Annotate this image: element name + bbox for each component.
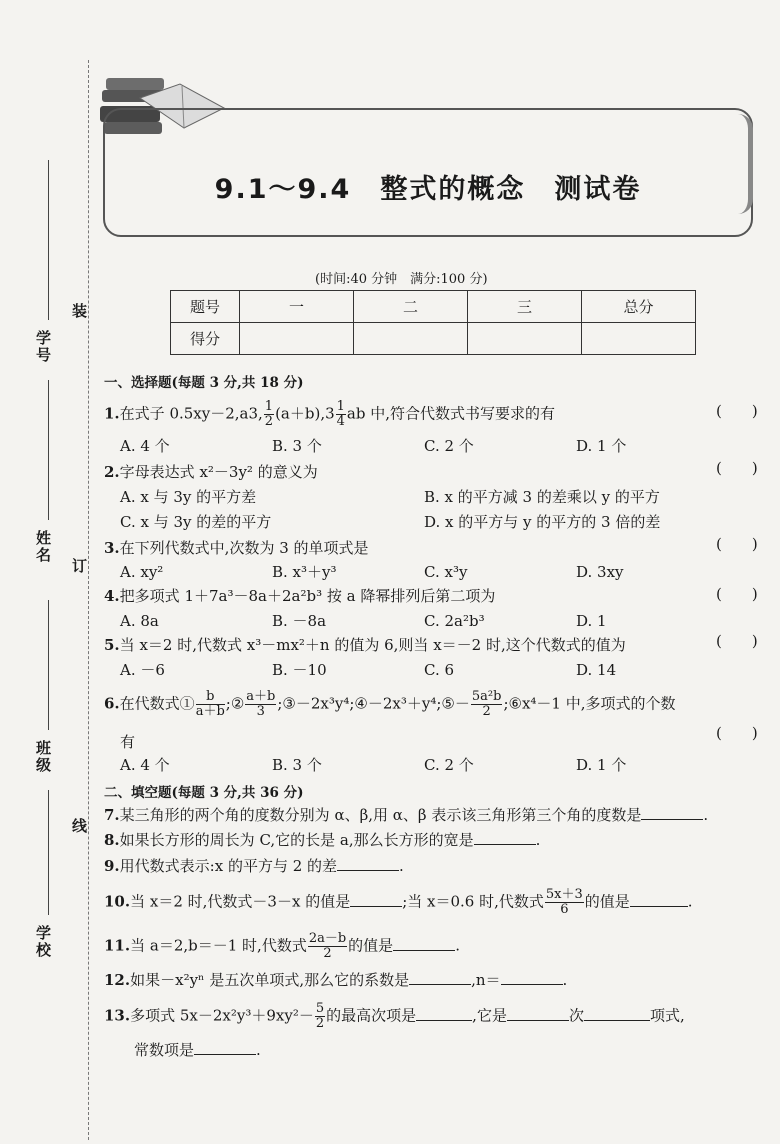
question-text: 在下列代数式中,次数为 3 的单项式是 bbox=[119, 539, 369, 557]
table-cell: 一 bbox=[240, 291, 354, 323]
option-d[interactable]: D. 1 bbox=[576, 612, 607, 630]
question-text: . bbox=[562, 971, 568, 989]
answer-parentheses[interactable]: ( ) bbox=[716, 632, 758, 650]
score-cell[interactable] bbox=[240, 323, 354, 355]
section-heading: 一、选择题(每题 3 分,共 18 分) bbox=[104, 375, 304, 391]
binding-char-2: 订 bbox=[72, 557, 88, 575]
fraction-numerator: 1 bbox=[264, 399, 274, 414]
question-number: 1. bbox=[104, 404, 120, 423]
option-d[interactable]: D. x 的平方与 y 的平方的 3 倍的差 bbox=[424, 513, 661, 531]
answer-blank[interactable] bbox=[641, 805, 703, 820]
question-text: 当 a＝2,b＝－1 时,代数式 bbox=[130, 936, 307, 955]
option-a[interactable]: A. 8a bbox=[120, 612, 159, 630]
student-no-field[interactable] bbox=[48, 160, 49, 320]
question-text: 多项式 5x－2x²y³＋9xy²－ bbox=[130, 1006, 314, 1025]
fraction bbox=[308, 932, 347, 961]
question-text: 字母表达式 x²－3y² 的意义为 bbox=[119, 463, 318, 481]
option-c[interactable]: C. 6 bbox=[424, 661, 455, 679]
question-11 bbox=[104, 932, 460, 961]
section-heading: 二、填空题(每题 3 分,共 36 分) bbox=[104, 785, 304, 801]
answer-parentheses[interactable]: ( ) bbox=[716, 535, 758, 553]
question-text: . bbox=[535, 831, 541, 849]
answer-blank[interactable] bbox=[630, 892, 688, 907]
question-number: 6. bbox=[104, 694, 120, 713]
score-cell[interactable] bbox=[354, 323, 468, 355]
answer-blank[interactable] bbox=[584, 1006, 650, 1021]
option-c[interactable]: C. 2 个 bbox=[424, 437, 474, 455]
question-5 bbox=[104, 635, 626, 655]
answer-parentheses[interactable]: ( ) bbox=[716, 402, 758, 420]
fraction bbox=[545, 888, 584, 917]
fraction-denominator: 3 bbox=[256, 704, 265, 719]
option-c[interactable]: C. 2a²b³ bbox=[424, 612, 485, 630]
fraction-denominator: 6 bbox=[560, 902, 569, 917]
question-text: 的值是 bbox=[584, 892, 630, 911]
answer-blank[interactable] bbox=[350, 892, 402, 907]
question-text: 在式子 0.5xy－2,a3, bbox=[119, 404, 263, 423]
option-a[interactable]: A. 4 个 bbox=[120, 756, 170, 774]
question-6 bbox=[104, 690, 676, 719]
score-table bbox=[170, 290, 696, 355]
question-3 bbox=[104, 538, 369, 558]
school-field[interactable] bbox=[48, 790, 49, 915]
fraction-numerator: 2a－b bbox=[308, 931, 347, 946]
option-b[interactable]: B. x 的平方减 3 的差乘以 y 的平方 bbox=[424, 488, 660, 506]
fraction bbox=[315, 1002, 325, 1031]
question-text: . bbox=[687, 892, 693, 911]
question-13 bbox=[104, 1002, 685, 1031]
option-b[interactable]: B. 3 个 bbox=[272, 756, 322, 774]
table-row bbox=[171, 323, 696, 355]
option-a[interactable]: A. 4 个 bbox=[120, 437, 170, 455]
question-text: 的值是 bbox=[348, 936, 394, 955]
fraction bbox=[245, 690, 276, 719]
option-b[interactable]: B. －10 bbox=[272, 661, 327, 679]
fraction-numerator: a＋b bbox=[246, 689, 276, 704]
fraction bbox=[196, 690, 225, 719]
question-text: ,n＝ bbox=[471, 971, 501, 989]
question-text: ;③－2x³y⁴;④－2x³＋y⁴;⑤－ bbox=[277, 694, 470, 713]
question-10 bbox=[104, 888, 693, 917]
binding-dashed-line bbox=[88, 60, 89, 1140]
fraction-numerator: 5x＋3 bbox=[545, 887, 583, 902]
question-text: ,它是 bbox=[472, 1006, 507, 1025]
question-number: 3. bbox=[104, 539, 120, 557]
answer-parentheses[interactable]: ( ) bbox=[716, 724, 758, 742]
table-row bbox=[171, 291, 696, 323]
school-label: 学校 bbox=[36, 924, 52, 959]
fraction-denominator: 2 bbox=[482, 704, 491, 719]
table-cell: 题号 bbox=[171, 291, 240, 323]
option-d[interactable]: D. 14 bbox=[576, 661, 617, 679]
option-b[interactable]: B. －8a bbox=[272, 612, 327, 630]
table-cell: 三 bbox=[468, 291, 582, 323]
answer-blank[interactable] bbox=[507, 1006, 569, 1021]
table-cell: 二 bbox=[354, 291, 468, 323]
question-1 bbox=[104, 400, 555, 429]
question-text: ;⑥x⁴－1 中,多项式的个数 bbox=[503, 694, 676, 713]
question-7 bbox=[104, 805, 708, 825]
option-a[interactable]: A. －6 bbox=[120, 661, 165, 679]
question-text: ;当 x＝0.6 时,代数式 bbox=[402, 892, 544, 911]
answer-parentheses[interactable]: ( ) bbox=[716, 585, 758, 603]
question-text: 在代数式① bbox=[119, 694, 195, 713]
question-text: (a＋b),3 bbox=[275, 404, 335, 423]
question-text: 常数项是 bbox=[134, 1041, 195, 1059]
class-label: 班级 bbox=[36, 739, 52, 774]
question-text: 当 x＝2 时,代数式－3－x 的值是 bbox=[130, 892, 351, 911]
answer-parentheses[interactable]: ( ) bbox=[716, 459, 758, 477]
question-text: 用代数式表示:x 的平方与 2 的差 bbox=[119, 857, 338, 875]
question-number: 8. bbox=[104, 831, 120, 849]
question-text: 如果长方形的周长为 C,它的长是 a,那么长方形的宽是 bbox=[119, 831, 474, 849]
question-number: 13. bbox=[104, 1006, 131, 1025]
question-number: 7. bbox=[104, 806, 120, 824]
question-number: 10. bbox=[104, 892, 131, 911]
answer-blank[interactable] bbox=[416, 1006, 472, 1021]
fraction bbox=[471, 690, 503, 719]
question-2 bbox=[104, 462, 318, 482]
name-label: 姓名 bbox=[36, 529, 52, 564]
question-text: . bbox=[256, 1041, 261, 1059]
answer-blank[interactable] bbox=[194, 1040, 256, 1055]
answer-blank[interactable] bbox=[409, 970, 471, 985]
option-a[interactable]: A. x 与 3y 的平方差 bbox=[120, 488, 257, 506]
name-field[interactable] bbox=[48, 380, 49, 520]
fraction-denominator: 4 bbox=[336, 414, 345, 429]
question-12 bbox=[104, 970, 567, 990]
question-number: 11. bbox=[104, 936, 131, 955]
question-text: 把多项式 1＋7a³－8a＋2a²b³ 按 a 降幂排列后第二项为 bbox=[119, 587, 496, 605]
question-number: 12. bbox=[104, 971, 131, 989]
fraction-numerator: 5a²b bbox=[471, 689, 502, 704]
question-text: 如果－x²yⁿ 是五次单项式,那么它的系数是 bbox=[130, 971, 410, 989]
option-d[interactable]: D. 3xy bbox=[576, 563, 624, 581]
question-text: . bbox=[455, 936, 460, 955]
question-text: 当 x＝2 时,代数式 x³－mx²＋n 的值为 6,则当 x＝－2 时,这个代数式的值为 bbox=[119, 636, 626, 654]
time-info: (时间:40 分钟 满分:100 分) bbox=[315, 272, 488, 287]
question-text: . bbox=[703, 806, 709, 824]
answer-blank[interactable] bbox=[501, 970, 563, 985]
page-title: 9.1～9.4 整式的概念 测试卷 bbox=[214, 174, 642, 205]
option-a[interactable]: A. xy² bbox=[120, 563, 164, 581]
question-9 bbox=[104, 856, 404, 876]
answer-blank[interactable] bbox=[474, 830, 536, 845]
question-text: 的最高次项是 bbox=[326, 1006, 417, 1025]
fraction-numerator: 1 bbox=[336, 399, 345, 414]
title-banner bbox=[103, 108, 753, 237]
question-number: 2. bbox=[104, 463, 120, 481]
option-c[interactable]: C. 2 个 bbox=[424, 756, 474, 774]
option-b[interactable]: B. 3 个 bbox=[272, 437, 322, 455]
question-text: ;② bbox=[225, 694, 245, 713]
fraction-denominator: a＋b bbox=[195, 704, 225, 719]
question-number: 9. bbox=[104, 857, 120, 875]
option-c[interactable]: C. x³y bbox=[424, 563, 468, 581]
binding-char-3: 线 bbox=[72, 817, 88, 835]
fraction-denominator: 2 bbox=[323, 946, 332, 961]
question-4 bbox=[104, 586, 495, 606]
fraction-numerator: b bbox=[196, 690, 225, 705]
fraction-numerator: 5 bbox=[315, 1001, 325, 1016]
fraction bbox=[264, 400, 274, 429]
question-text: 某三角形的两个角的度数分别为 α、β,用 α、β 表示该三角形第三个角的度数是 bbox=[119, 806, 642, 824]
binding-char-1: 装 bbox=[72, 302, 88, 320]
question-number: 5. bbox=[104, 636, 120, 654]
answer-blank[interactable] bbox=[393, 936, 455, 951]
option-b[interactable]: B. x³＋y³ bbox=[272, 563, 337, 581]
question-text: . bbox=[399, 857, 404, 875]
student-no-label: 学号 bbox=[36, 329, 52, 364]
option-d[interactable]: D. 1 个 bbox=[576, 437, 627, 455]
fraction-denominator: 2 bbox=[264, 414, 274, 429]
question-text: ab 中,符合代数式书写要求的有 bbox=[346, 404, 556, 423]
score-cell[interactable] bbox=[582, 323, 696, 355]
table-cell: 总分 bbox=[582, 291, 696, 323]
question-13-continued bbox=[134, 1040, 261, 1060]
option-c[interactable]: C. x 与 3y 的差的平方 bbox=[120, 513, 272, 531]
question-6-continued: 有 bbox=[120, 733, 136, 751]
answer-blank[interactable] bbox=[337, 856, 399, 871]
fraction bbox=[336, 400, 346, 429]
question-8 bbox=[104, 830, 540, 850]
option-d[interactable]: D. 1 个 bbox=[576, 756, 627, 774]
question-text: 项式, bbox=[649, 1006, 685, 1025]
table-cell: 得分 bbox=[171, 323, 240, 355]
question-number: 4. bbox=[104, 587, 120, 605]
score-cell[interactable] bbox=[468, 323, 582, 355]
class-field[interactable] bbox=[48, 600, 49, 730]
question-text: 次 bbox=[568, 1006, 584, 1025]
fraction-denominator: 2 bbox=[315, 1016, 325, 1031]
